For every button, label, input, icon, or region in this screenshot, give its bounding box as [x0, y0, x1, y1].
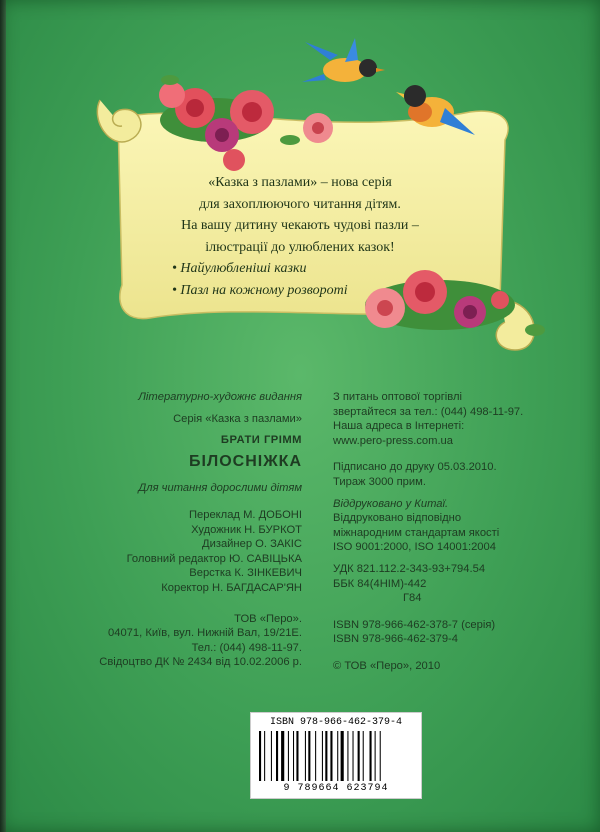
printed-in: Віддруковано у Китаї. [333, 497, 449, 510]
print-info-line: Тираж 3000 прим. [333, 475, 426, 488]
bird-flying-icon [302, 38, 385, 82]
publisher-line: Свідоцтво ДК № 2434 від 10.02.2006 р. [99, 656, 302, 669]
isbn-line: ISBN 978-966-462-379-4 [333, 633, 459, 646]
standards-line: Віддруковано відповідно [333, 512, 462, 525]
publisher-line: ТОВ «Перо». [234, 612, 302, 625]
website-link[interactable]: www.pero-press.com.ua [333, 434, 453, 447]
scroll-line: для захоплюючого читання дітям. [199, 196, 401, 212]
classification-line: Г84 [403, 592, 422, 605]
scroll-line: «Казка з пазлами» – нова серія [208, 175, 392, 190]
classification-line: ББК 84(4НІМ)-442 [333, 577, 427, 590]
credit-line: Художник Н. БУРКОТ [191, 523, 302, 536]
edition-type: Літературно-художнє видання [138, 391, 302, 403]
print-info-line: Підписано до друку 05.03.2010. [333, 461, 497, 474]
credit-line: Дизайнер О. ЗАКІС [202, 538, 302, 551]
author-name: БРАТИ ГРІММ [220, 434, 302, 447]
credit-line: Головний редактор Ю. САВІЦЬКА [126, 552, 302, 565]
scroll-line: ілюстрації до улюблених казок! [205, 239, 395, 255]
contact-line: Наша адреса в Інтернеті: [333, 420, 465, 433]
audience-note: Для читання дорослими дітям [138, 482, 302, 495]
standards-line: міжнародним стандартам якості [333, 526, 500, 539]
barcode-box [250, 712, 422, 799]
contact-line: З питань оптової торгівлі [333, 391, 462, 403]
contact-line: звертайтеся за тел.: (044) 498-11-97. [333, 405, 524, 418]
barcode-digits: 9 789664 623794 [283, 783, 389, 794]
standards-line: ISO 9001:2000, ISO 14001:2004 [333, 541, 496, 554]
scroll-line: На вашу дитину чекають чудові пазли – [181, 218, 419, 233]
barcode-bars-icon [257, 731, 415, 781]
barcode-isbn-label: ISBN 978-966-462-379-4 [269, 717, 403, 728]
scroll-bullet: • Пазл на кожному розвороті [172, 282, 348, 298]
left-info-column [70, 390, 302, 670]
publisher-line: Тел.: (044) 498-11-97. [191, 641, 302, 654]
series-name: Серія «Казка з пазлами» [173, 412, 302, 425]
credit-line: Верстка К. ЗІНКЕВИЧ [189, 567, 302, 580]
scroll-bullet: • Найулюбленіші казки [172, 261, 307, 276]
isbn-line: ISBN 978-966-462-378-7 (серія) [333, 618, 496, 631]
credit-line: Переклад М. ДОБОНІ [188, 508, 302, 521]
scroll-text-block [150, 172, 450, 301]
credit-line: Коректор Н. БАГДАСАР'ЯН [161, 581, 302, 594]
copyright: © ТОВ «Перо», 2010 [333, 659, 441, 672]
right-info-column [333, 390, 563, 674]
book-title: БІЛОСНІЖКА [189, 452, 302, 470]
classification-line: УДК 821.112.2-343-93+794.54 [333, 562, 486, 575]
publisher-line: 04071, Київ, вул. Нижній Вал, 19/21Е. [108, 627, 302, 640]
